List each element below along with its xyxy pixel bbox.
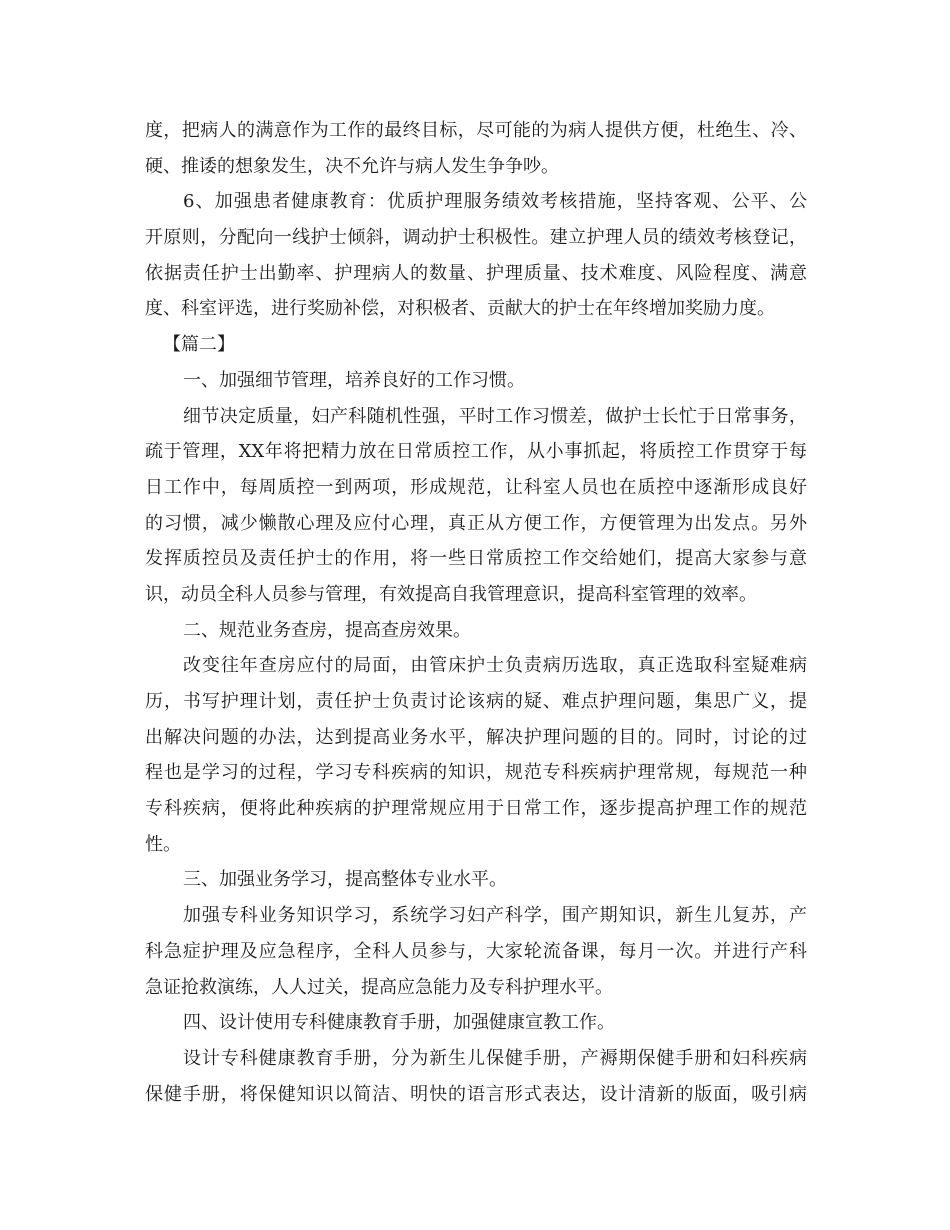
section-heading [145,327,807,363]
text-line: 科急症护理及应急程序，全科人员参与，大家轮流备课，每月一次。并进行产科 [145,940,807,962]
subheading [145,613,807,649]
text-line: 硬、推诿的想象发生，决不允许与病人发生争争吵。 [145,155,559,177]
text-line: 三、加强业务学习，提高整体专业水平。 [183,869,507,891]
text-line: 细节决定质量，妇产科随机性强，平时工作习惯差，做护士长忙于日常事务， [183,405,807,427]
text-line: 度，把病人的满意作为工作的最终目标，尽可能的为病人提供方便，杜绝生、冷、 [145,120,807,141]
text-line: 专科疾病，便将此种疾病的护理常规应用于日常工作，逐步提高护理工作的规范 [145,798,807,820]
paragraph [145,399,807,613]
paragraph [145,184,807,327]
text-line: 加强专科业务知识学习，系统学习妇产科学，围产期知识，新生儿复苏，产 [183,905,807,927]
text-line: 【篇二】 [163,334,235,356]
text-line: 日工作中，每周质控一到两项，形成规范，让科室人员也在质控中逐渐形成良好 [145,476,807,498]
text-line: 改变往年查房应付的局面，由管床护士负责病历选取，真正选取科室疑难病 [183,655,807,677]
subheading [145,363,807,399]
text-line: 识，动员全科人员参与管理，有效提高自我管理意识，提高科室管理的效率。 [145,583,757,605]
subheading [145,1005,807,1041]
paragraph [145,898,807,1005]
text-line: 一、加强细节管理，培养良好的工作习惯。 [183,369,525,391]
paragraph [145,113,807,184]
subheading [145,862,807,898]
text-line: 性。 [145,833,181,855]
text-line: 设计专科健康教育手册，分为新生儿保健手册，产褥期保健手册和妇科疾病 [183,1047,807,1069]
text-line: 四、设计使用专科健康教育手册，加强健康宣教工作。 [183,1012,615,1034]
text-line: 出解决问题的办法，达到提高业务水平，解决护理问题的目的。同时，讨论的过 [145,726,807,748]
text-line: 历，书写护理计划，责任护士负责讨论该病的疑、难点护理问题，集思广义，提 [145,691,807,712]
text-line: 保健手册，将保健知识以简洁、明快的语言形式表达，设计清新的版面，吸引病 [145,1083,807,1105]
text-line: 度、科室评选，进行奖励补偿，对积极者、贡献大的护士在年终增加奖励力度。 [145,298,775,320]
text-line: 的习惯，减少懒散心理及应付心理，真正从方便工作，方便管理为出发点。另外 [145,512,807,534]
text-line: 开原则，分配向一线护士倾斜，调动护士积极性。建立护理人员的绩效考核登记， [145,227,807,249]
text-line: 疏于管理，XX年将把精力放在日常质控工作，从小事抓起，将质控工作贯穿于每 [145,441,807,463]
text-line: 依据责任护士出勤率、护理病人的数量、护理质量、技术难度、风险程度、满意 [145,262,807,284]
paragraph [145,1041,807,1112]
text-line: 6、加强患者健康教育：优质护理服务绩效考核措施，坚持客观、公平、公 [183,191,807,213]
paragraph [145,648,807,862]
text-line: 二、规范业务查房，提高查房效果。 [183,619,471,641]
text-line: 急证抢救演练，人人过关，提高应急能力及专科护理水平。 [145,976,613,998]
document-page [145,113,807,1112]
text-line: 发挥质控员及责任护士的作用，将一些日常质控工作交给她们，提高大家参与意 [145,548,807,570]
text-line: 程也是学习的过程，学习专科疾病的知识，规范专科疾病护理常规，每规范一种 [145,762,807,784]
